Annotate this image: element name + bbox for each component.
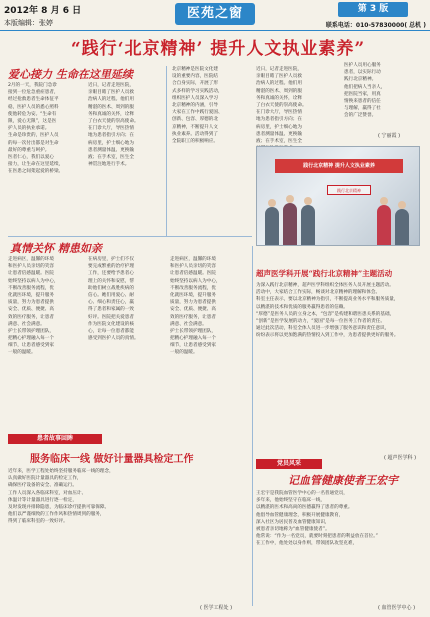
text-line: 细节，让患者感受到家 [170,343,216,349]
text-line: 治病人的过程。他们用 [256,81,302,87]
text-line: 安全、优质、便捷、高 [8,307,54,313]
text-line: 地为患者指引方向；在 [256,117,302,123]
text-line: 创新、包容、厚德的北 [172,117,218,123]
article-6-body [256,282,424,454]
editor-credit: 本版编辑：张婷 [4,19,53,27]
text-line: 认真做好医院计量器具的检定工作， [8,476,82,482]
text-line: 生命是珍贵的，医护人员 [8,133,59,139]
text-line: 和医护人员亲切的笑容 [8,264,54,270]
text-line: 以精湛的技术和优质的服务赢得患者的信赖。 [256,304,348,310]
photo-figure-head [380,197,388,205]
text-line: 接到一位危急重症患者， [8,90,59,96]
text-line: 务和真诚的关怀，诠释 [256,95,302,101]
text-line: 让患者倍感温暖。医院 [8,271,54,277]
text-line: 近日，记者走进医院， [88,83,134,88]
text-line: 患者测量体温、更换输 [88,147,134,153]
text-line: 液；在手术室，医生全 [256,138,302,144]
text-line: 了白衣天使的崇高使命。 [88,118,139,124]
text-line: 一般的温暖。 [8,350,36,356]
text-line: 走进病区，温馨的环境 [170,257,216,262]
text-line: 合自身实际，开展了形 [172,81,218,87]
text-line: “厚德”是医务人员的立身之本，“包容”是构建和谐医患关系的基础， [256,311,395,317]
contact-phone: 联系电话：010-57830000( 总机 ) [325,22,426,29]
photo-figure [265,207,279,245]
article-1-title: 爱心接力 生命在这里延续 [8,68,133,81]
article-4-title: 真情关怀 精患如亲 [10,242,102,255]
text-line: 不断改善服务流程，优 [170,285,216,291]
article-5b-body [170,256,250,430]
text-line: “创新”是医学发展的动力，“爱国”是每一位医务工作者的责任。 [256,318,385,324]
text-line: 近日，记者走进医院， [256,67,302,72]
text-line: 组织医护人员深入学习 [172,95,218,101]
photo-figure-head [304,197,312,205]
text-line: 满意、社会满意。 [8,321,45,327]
text-line: 与理解，赢得了社 [344,106,381,112]
text-line: 以精湛的医术和高尚的医德赢得了患者的尊重。 [256,505,353,511]
text-line: 理上的关怀和安慰，帮 [88,278,134,284]
text-line: 患者，以实际行动 [344,70,381,76]
text-line: 液；在手术室，医生全 [88,154,134,160]
text-line: 安全、优质、便捷、高 [170,307,216,313]
text-line: 为深入践行北京精神，超声医学科组织全体医务人员开展主题活动。 [256,283,394,288]
text-line: 体温计等计量器具进行逐一检定， [8,497,77,503]
text-line: 始终坚持以病人为中心， [170,278,221,284]
article-8-title: 服务临床一线 做好计量器具检定工作 [30,454,194,465]
text-line: 好评。医院把关爱患者 [88,314,134,320]
text-line: 深入社区为居民普及血管健康知识， [256,519,330,525]
text-line: 他倡导血管健康理念，积极开展健康教育， [256,512,344,518]
photo-sign: 践行北京精神 [327,185,371,195]
text-line: 最好的尊重与呵护。 [8,147,50,153]
text-line: 化就医环境，提升服务 [170,292,216,298]
text-line: 近年来，医学工程处始终坚持服务临床一线的理念， [8,469,114,474]
text-line: 作为医院文化建设的核 [88,321,134,327]
text-line: 通过此次活动，科室全体人员进一步增强了服务意识和责任意识， [256,326,390,332]
text-line: 纷纷表示将以更加饱满的热情投入到工作中，为患者提供更好的服务。 [256,333,399,339]
event-photo [256,146,420,246]
side-note-body [344,62,424,130]
text-line: 被患者亲切地称为“血管健康使者”。 [256,526,330,532]
text-line: 他们以严谨细致的工作作风和热情周到的服务， [8,512,105,518]
text-line: 务和真诚的关怀，诠释 [88,111,134,117]
text-line: 护士长带领护理团队， [170,328,216,334]
text-line: 他们把病人当亲人， [344,84,386,90]
text-line: 质量，努力为患者提供 [170,300,216,306]
article-7-title: 记血管健康使者王宏宇 [288,474,398,487]
article-8-body [8,468,248,604]
text-line: 精湛的医术、周到的服 [88,104,134,110]
column-divider [252,246,253,606]
text-line: 在医患之间架起爱的桥梁。 [8,169,64,175]
text-line: 践行北京精神。 [344,77,377,83]
masthead-title: 医苑之窗 [175,3,255,25]
photo-figure-head [286,195,294,203]
text-line: 病房里，护士细心地为 [88,140,134,146]
text-line: 稳，医护人员的悉心照料 [8,104,59,110]
article-5-body [88,256,162,430]
text-line: 不断改善服务流程，优 [8,285,54,291]
text-line: 走进病区，温馨的环境 [8,257,54,262]
text-line: 信心。她们用爱心、耐 [88,292,134,298]
text-line: 患者测量体温、更换输 [256,131,302,137]
text-line: 限，爱心无限”，这是医 [8,118,57,124]
text-line: 王宏宇是我院血管医学中心的一名普通党员， [256,491,348,496]
text-line: 在病房里，护士们不仅 [88,257,134,262]
text-line: 全院职工的积极响应。 [172,138,218,144]
text-line: 亲眼目睹了医护人员救 [256,74,302,80]
photo-figure-head [268,199,276,207]
text-line: 和医护人员亲切的笑容 [170,264,216,270]
text-line: 会的广泛赞誉。 [344,113,377,119]
text-line: 多年来，他始终坚守在临床一线， [256,498,325,504]
photo-figure [301,205,315,245]
text-line: 把精心护理融入每一个 [8,336,54,342]
header-rule [0,30,430,31]
issue-date: 2012年 8 月 6 日 [4,6,82,16]
text-line: 神贯注地进行手术。 [88,162,130,168]
text-line: 及时发现并排除隐患，为临床诊疗提供可靠保障。 [8,504,110,510]
text-line: 治病人的过程。他们用 [88,97,134,103]
text-line: 工作人员深入各临床科室，对血压计、 [8,490,87,496]
text-line: 2月的一天，我院门急诊 [8,83,57,88]
article-4-body [8,256,82,430]
text-line: 了白衣天使的崇高使命。 [256,102,307,108]
column-divider [166,66,167,236]
party-section-label: 党员风采 [256,459,322,469]
text-line: 他常说：“作为一名党员，就要时刻把患者的利益放在首位。” [256,534,378,540]
text-line: 把医院当家，用真 [344,91,381,97]
article-8-byline: ( 医学工程处 ) [200,605,233,611]
text-line: 在门诊大厅，导医热情 [88,126,134,132]
side-note [344,62,424,144]
article-1-body [8,82,82,177]
article-7-byline: ( 血管医学中心 ) [378,605,416,611]
article-2-body [88,82,162,177]
photo-figure [395,209,409,245]
story-section-label: 患者故事回眸 [8,434,102,444]
text-line: 满意、社会满意。 [170,321,207,327]
side-note-byline: ( 宁丽霞 ) [378,133,401,139]
text-line: 始终坚持以病人为中心， [8,278,59,284]
text-line: 感受到医护人员的真情。 [88,336,139,342]
photo-banner: 践行北京精神 提升人文执业素养 [275,159,403,173]
text-line: 确保医疗设备的安全、准确运行。 [8,483,77,489]
text-line: 经过抢救患者生命体征平 [8,97,59,103]
photo-figure [377,205,391,245]
photo-figure-head [398,201,406,209]
text-line: 效的医疗服务，让患者 [8,314,54,320]
text-line: 助他们树立战胜疾病的 [88,285,134,291]
text-line: 大家在工作中践行爱国、 [172,110,223,116]
text-line: 在工作中，他处处以身作则，带领团队攻坚克难， [256,541,358,547]
text-line: 医者仁心，我们以爱心 [8,154,54,160]
article-3b-body [256,66,340,144]
text-line: 亲眼目睹了医护人员救 [88,90,134,96]
text-line: 执业素养。活动得到了 [172,131,218,137]
text-line: 工作，还要给予患者心 [88,271,134,277]
text-line: 心，让每一位患者都能 [88,328,134,334]
text-line: 医护人员用心服务 [344,63,381,68]
text-line: 接力，让生命在这里延续， [8,162,64,168]
text-line: 要完成繁重的治疗护理 [88,264,134,270]
text-line: 式多样的学习实践活动， [172,88,223,94]
text-line: 地为患者指引方向；在 [88,133,134,139]
page-number: 第 3 版 [338,2,408,17]
text-line: 精湛的医术、周到的服 [256,88,302,94]
text-line: 的每一次付出都是对生命 [8,140,59,146]
main-headline: “践行‘北京精神’ 提升人文执业素养” [70,39,366,59]
text-line: 让患者倍感温暖。医院 [170,271,216,277]
photo-figure [283,203,297,245]
text-line: 护士长带领护理团队， [8,328,54,334]
text-line: 使他转危为安。“生命有 [8,111,57,117]
text-line: 效的医疗服务，让患者 [170,314,216,320]
page-header [0,0,430,32]
text-line: 情换来患者的信任 [344,98,381,104]
article-3-body [172,66,252,144]
text-line: 活动中，大家结合工作实际，畅谈对北京精神的理解和体会。 [256,290,381,296]
text-line: 在门诊大厅，导医热情 [256,110,302,116]
text-line: 设的重要内容，医院结 [172,74,218,80]
text-line: 北京精神是医院文化建 [172,67,218,72]
text-line: 护人员的执业承诺。 [8,126,50,132]
text-line: 科室主任表示，要以北京精神为指引，不断提高业务水平和服务质量， [256,297,399,303]
text-line: 细节，让患者感受到家 [8,343,54,349]
text-line: 得到了临床科室的一致好评。 [8,519,68,525]
photo-people [257,183,421,245]
text-line: 得了患者和家属的一致 [88,307,134,313]
text-line: 化就医环境，提升服务 [8,292,54,298]
text-line: 质量，努力为患者提供 [8,300,54,306]
article-6-title: 超声医学科开展“践行北京精神”主题活动 [256,269,393,278]
article-6-byline: ( 超声医学科 ) [384,455,417,461]
text-line: 一般的温暖。 [170,350,198,356]
section-divider [8,236,252,237]
text-line: 病房里，护士细心地为 [256,124,302,130]
text-line: 北京精神的内涵，引导 [172,102,218,108]
text-line: 心、细心和责任心，赢 [88,300,134,306]
article-7-body [256,490,424,606]
text-line: 把精心护理融入每一个 [170,336,216,342]
text-line: 京精神，不断提升人文 [172,124,218,130]
